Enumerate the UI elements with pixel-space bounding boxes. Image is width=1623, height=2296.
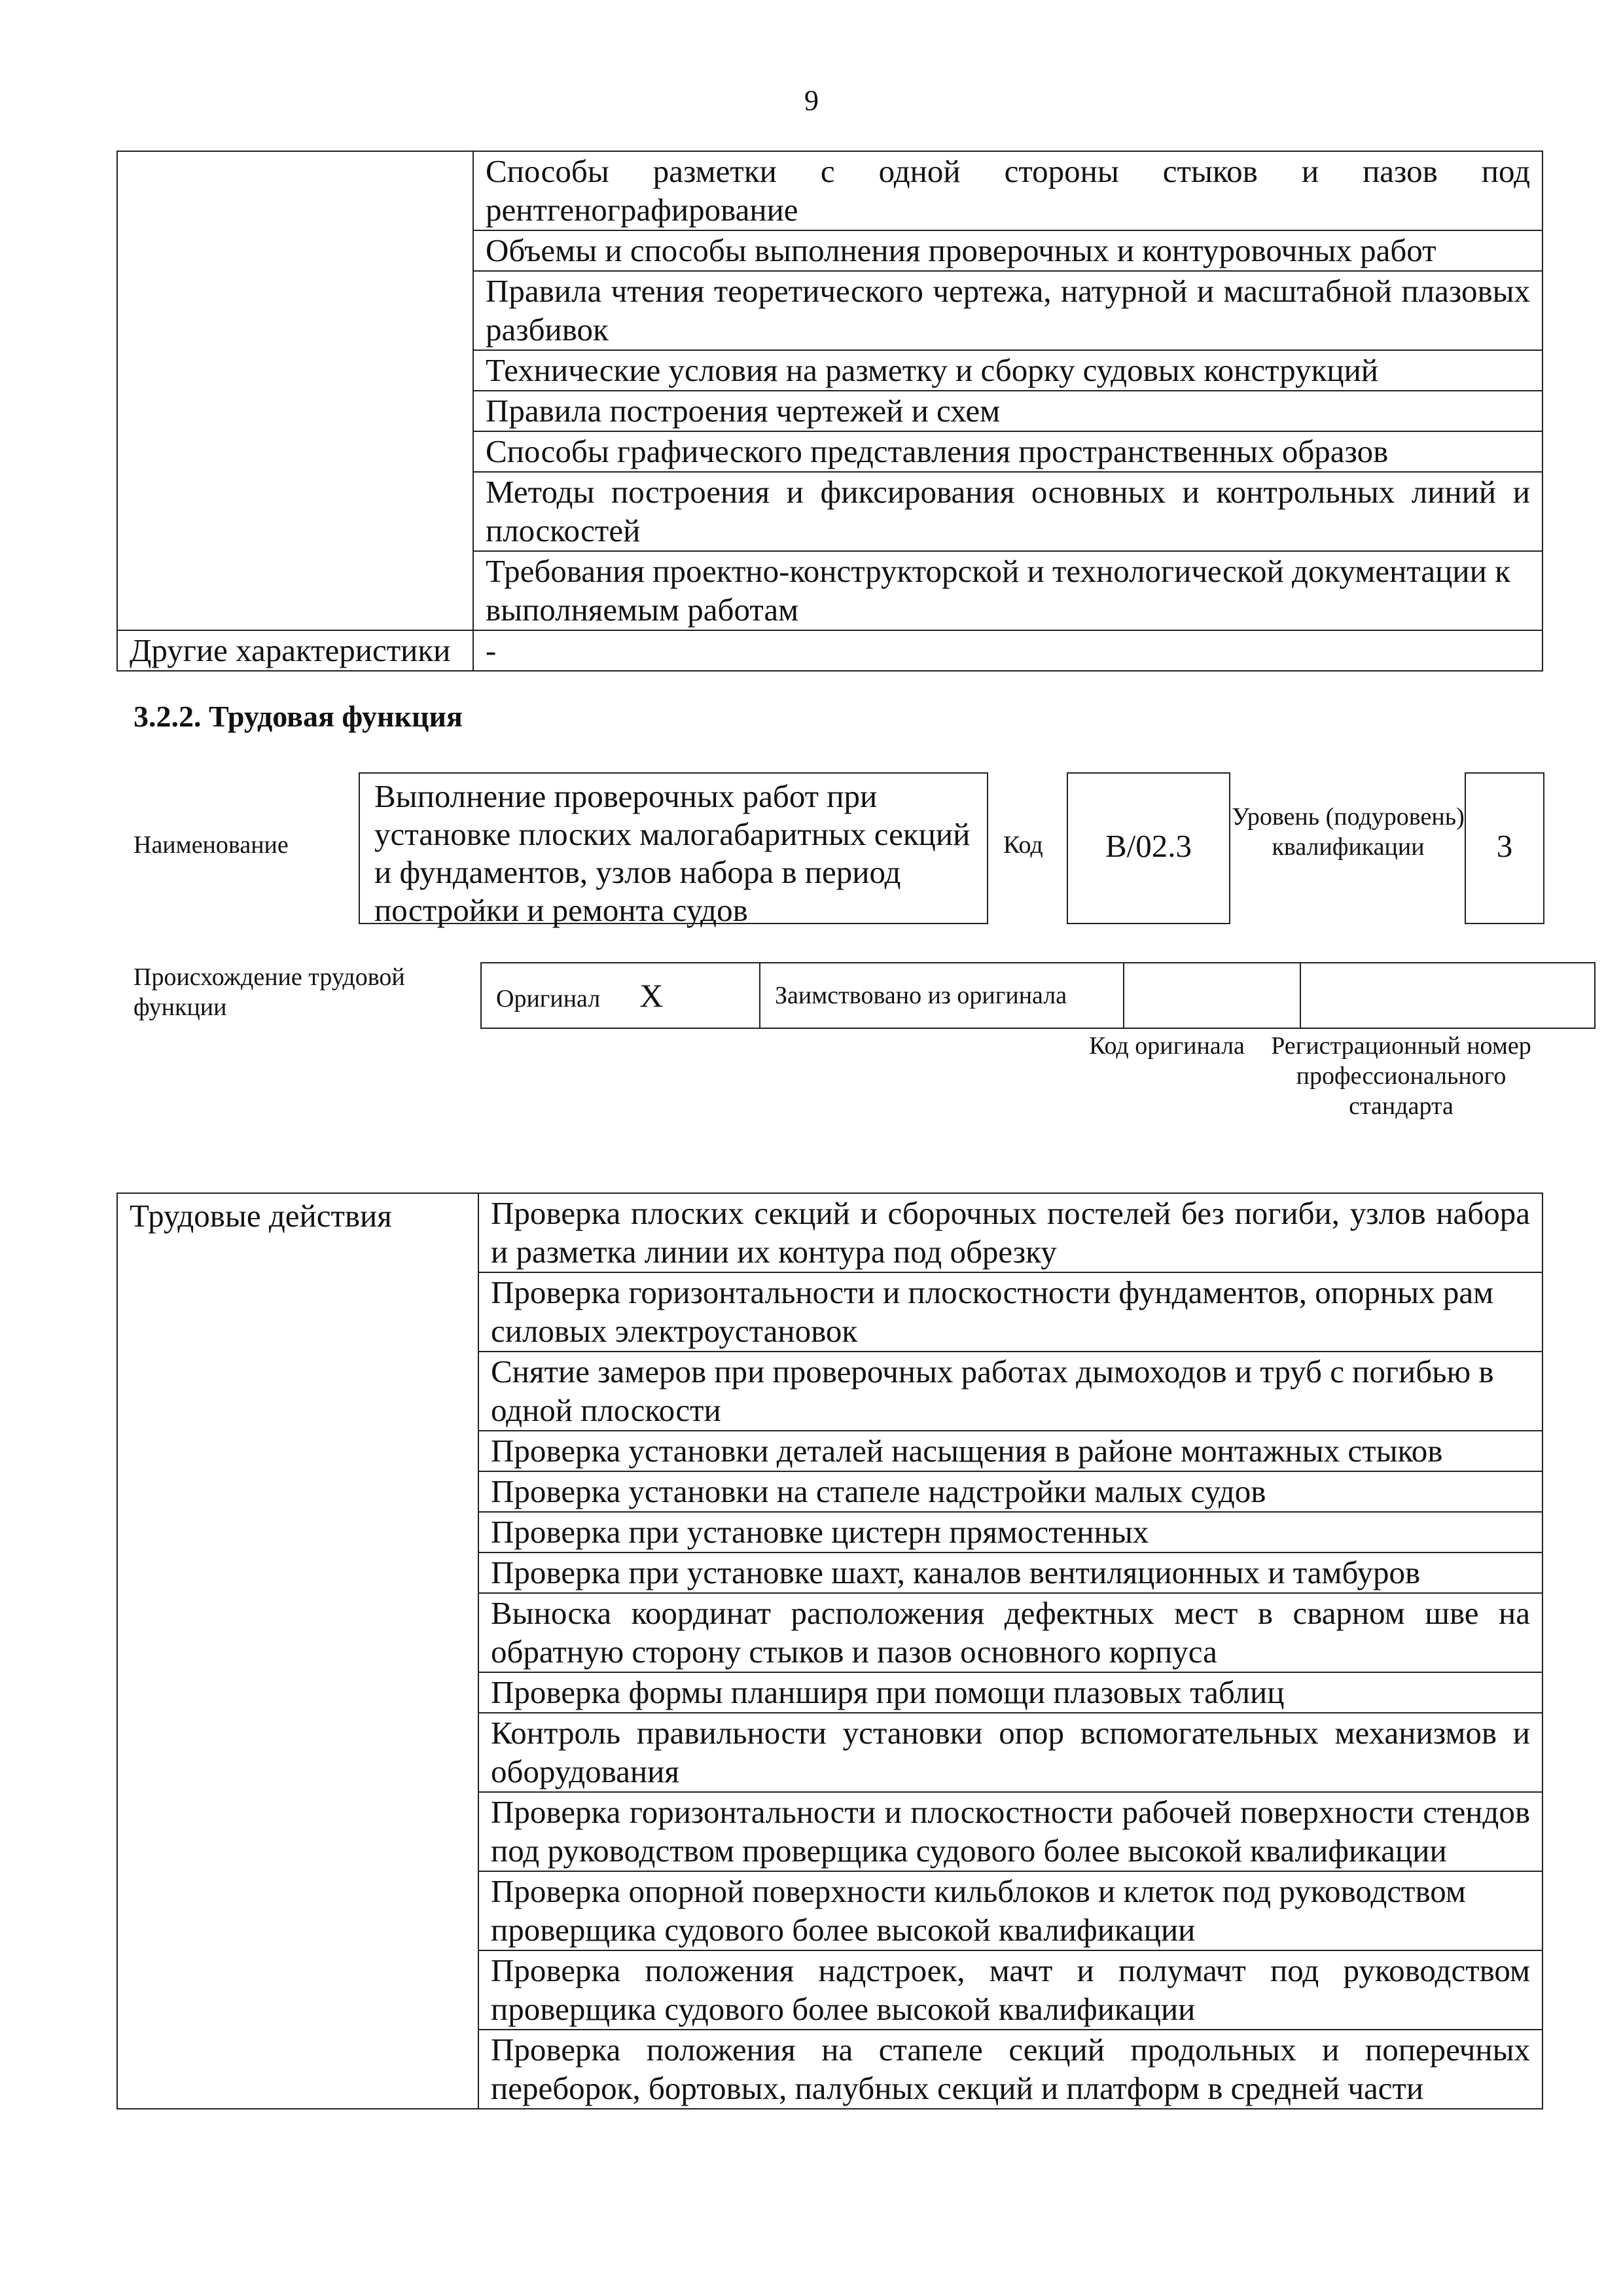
other-characteristics-value: - <box>473 630 1543 671</box>
original-mark: X <box>639 977 664 1014</box>
reg-number-cell <box>1300 963 1595 1028</box>
borrowed-label: Заимствовано из оригинала <box>760 963 1124 1028</box>
name-label: Наименование <box>134 831 289 859</box>
table-row <box>481 963 1595 1028</box>
action-row: Контроль правильности установки опор вспомогательных механизмов и оборудования <box>478 1713 1543 1792</box>
page-number: 9 <box>804 84 819 117</box>
section-heading: 3.2.2. Трудовая функция <box>134 700 463 733</box>
knowledge-row: Способы графического представления пространственных образов <box>473 431 1543 472</box>
original-code-cell <box>1124 963 1300 1028</box>
action-row: Проверка опорной поверхности кильблоков и клеток под руководством проверщика судового более высокой квалификации <box>478 1871 1543 1950</box>
other-characteristics-label: Другие характеристики <box>117 630 473 671</box>
labor-actions-label: Трудовые действия <box>117 1193 478 2109</box>
action-row: Проверка плоских секций и сборочных постелей без погиби, узлов набора и разметка линии их контура под обрезку <box>478 1193 1543 1272</box>
original-code-caption: Код оригинала <box>1089 1032 1245 1060</box>
qualification-level-value: 3 <box>1465 772 1544 924</box>
action-row: Проверка горизонтальности и плоскостности рабочей поверхности стендов под руководством проверщика судового более высокой квалификации <box>478 1792 1543 1871</box>
action-row: Проверка при установке шахт, каналов вентиляционных и тамбуров <box>478 1552 1543 1593</box>
table-row <box>117 630 1543 671</box>
knowledge-row: Методы построения и фиксирования основных и контрольных линий и плоскостей <box>473 472 1543 551</box>
knowledge-table <box>116 151 1543 672</box>
action-row: Проверка положения на стапеле секций продольных и поперечных переборок, бортовых, палубных секций и платформ в средней части <box>478 2030 1543 2109</box>
knowledge-row: Способы разметки с одной стороны стыков и пазов под рентгенографирование <box>473 151 1543 230</box>
action-row: Проверка положения надстроек, мачт и полумачт под руководством проверщика судового более высокой квалификации <box>478 1950 1543 2030</box>
knowledge-row: Правила чтения теоретического чертежа, натурной и масштабной плазовых разбивок <box>473 271 1543 350</box>
action-row: Проверка установки на стапеле надстройки малых судов <box>478 1471 1543 1512</box>
origin-table <box>480 962 1596 1029</box>
action-row: Проверка формы планширя при помощи плазовых таблиц <box>478 1672 1543 1713</box>
knowledge-row: Технические условия на разметку и сборку судовых конструкций <box>473 350 1543 391</box>
knowledge-row: Правила построения чертежей и схем <box>473 391 1543 431</box>
origin-label: Происхождение трудовой функции <box>134 963 405 1021</box>
action-row: Проверка установки деталей насыщения в районе монтажных стыков <box>478 1431 1543 1471</box>
original-label: Оригинал <box>496 985 601 1013</box>
knowledge-row: Требования проектно-конструкторской и технологической документации к выполняемым работам <box>473 551 1543 630</box>
action-row: Проверка горизонтальности и плоскостности фундаментов, опорных рам силовых электроустановок <box>478 1272 1543 1352</box>
code-label: Код <box>1003 831 1043 859</box>
table-row <box>117 1193 1543 1272</box>
table-row <box>117 151 1543 230</box>
action-row: Снятие замеров при проверочных работах дымоходов и труб с погибью в одной плоскости <box>478 1352 1543 1431</box>
knowledge-row: Объемы и способы выполнения проверочных и контуровочных работ <box>473 230 1543 271</box>
reg-number-caption: Регистрационный номер профессионального стандарта <box>1271 1032 1531 1120</box>
action-row: Выноска координат расположения дефектных мест в сварном шве на обратную сторону стыков и пазов основного корпуса <box>478 1593 1543 1672</box>
qualification-level-label: Уровень (подуровень) квалификации <box>1232 803 1465 861</box>
original-cell <box>481 963 760 1028</box>
labor-actions-table <box>116 1193 1543 2109</box>
action-row: Проверка при установке цистерн прямостенных <box>478 1512 1543 1552</box>
function-name: Выполнение проверочных работ при установке плоских малогабаритных секций и фундаментов, узлов набора в период постройки и ремонта судов <box>359 772 988 924</box>
empty-label-cell <box>117 151 473 630</box>
function-code: B/02.3 <box>1067 772 1230 924</box>
